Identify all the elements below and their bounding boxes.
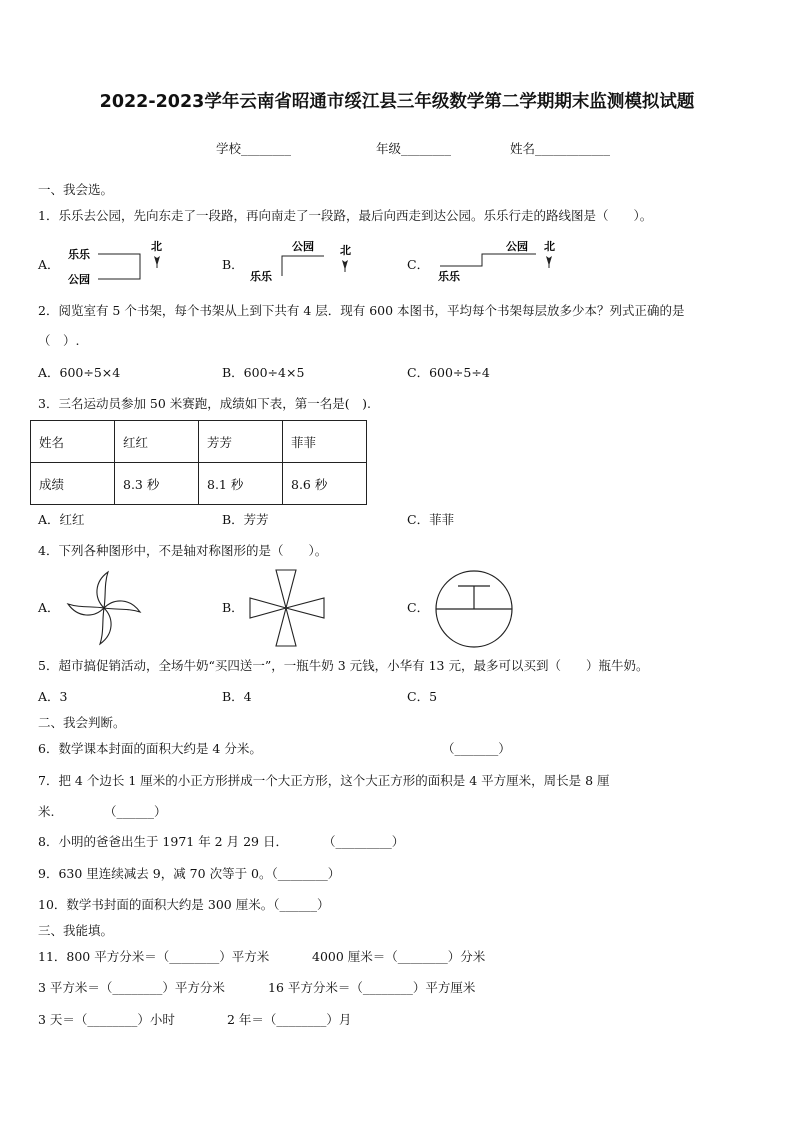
q1c-north-label: 北 [544, 240, 555, 253]
q6-answer-blank[interactable]: （_______） [442, 741, 511, 756]
table-cell: 8.1 秒 [199, 463, 283, 505]
table-cell: 成绩 [31, 463, 115, 505]
q11-item-4[interactable]: 16 平方分米＝（________）平方厘米 [268, 980, 476, 995]
school-field[interactable]: 学校________ [216, 141, 292, 156]
table-cell: 8.3 秒 [115, 463, 199, 505]
q1-option-c-label[interactable]: C． [407, 257, 430, 272]
q11-item-5[interactable]: 3 天＝（________）小时 [38, 1012, 175, 1027]
q1a-lele-label: 乐乐 [68, 248, 90, 261]
q1b-park-label: 公园 [292, 240, 314, 253]
question-4: 4．下列各种图形中，不是轴对称图形的是（ ）。 [38, 543, 328, 558]
grade-field[interactable]: 年级________ [376, 141, 452, 156]
q1-option-a-label[interactable]: A． [38, 257, 60, 272]
q1-route-figure-a [66, 238, 176, 288]
question-7-line-1: 7．把 4 个边长 1 厘米的小正方形拼成一个大正方形，这个大正方形的面积是 4 平方厘米，周长是 8 厘 [38, 773, 610, 788]
q1-route-figure-c [432, 236, 572, 288]
q1-option-b-label[interactable]: B． [222, 257, 244, 272]
q3-option-c[interactable]: C．菲菲 [407, 512, 455, 527]
q1b-lele-label: 乐乐 [250, 270, 272, 283]
q5-option-b[interactable]: B．4 [222, 689, 252, 704]
question-6: 6．数学课本封面的面积大约是 4 分米。 [38, 741, 262, 756]
q2-option-c[interactable]: C．600÷5÷4 [407, 365, 490, 380]
question-1: 1．乐乐去公园，先向东走了一段路，再向南走了一段路，最后向西走到达公园。乐乐行走的路线图是（ ）。 [38, 208, 653, 223]
pinwheel-shape-icon [64, 568, 144, 648]
score-table [30, 420, 367, 505]
q8-answer-blank[interactable]: （_________） [323, 834, 405, 849]
question-9[interactable]: 9．630 里连续减去 9，减 70 次等于 0。（________） [38, 866, 341, 881]
q4-option-c-label[interactable]: C． [407, 600, 430, 615]
question-7-line-2: 米. [38, 804, 55, 819]
q1a-north-label: 北 [151, 240, 162, 253]
cross-triangles-shape-icon [248, 568, 328, 648]
question-8: 8．小明的爸爸出生于 1971 年 2 月 29 日． [38, 834, 288, 849]
section-heading-3: 三、我能填。 [38, 923, 114, 938]
q1b-north-label: 北 [340, 244, 351, 257]
name-field[interactable]: 姓名____________ [510, 141, 611, 156]
question-3: 3．三名运动员参加 50 米赛跑，成绩如下表，第一名是( ). [38, 396, 372, 411]
q11-item-6[interactable]: 2 年＝（________）月 [227, 1012, 352, 1027]
page-title: 2022-2023学年云南省昭通市绥江县三年级数学第二学期期末监测模拟试题 [99, 92, 695, 112]
question-2-line-2: （ ）. [38, 333, 80, 348]
table-cell: 8.6 秒 [283, 463, 367, 505]
table-row [31, 421, 367, 463]
q4-option-a-label[interactable]: A． [38, 600, 60, 615]
circle-t-shape-icon [432, 568, 516, 652]
q5-option-c[interactable]: C．5 [407, 689, 438, 704]
question-2-line-1: 2．阅览室有 5 个书架，每个书架从上到下共有 4 层．现有 600 本图书，平均每个书架每层放多少本？列式正确的是 [38, 303, 685, 318]
q5-option-a[interactable]: A．3 [38, 689, 68, 704]
q3-option-a[interactable]: A．红红 [38, 512, 85, 527]
table-cell: 菲菲 [283, 421, 367, 463]
q1c-park-label: 公园 [506, 240, 528, 253]
section-heading-2: 二、我会判断。 [38, 715, 126, 730]
q1a-park-label: 公园 [68, 273, 90, 286]
table-cell: 姓名 [31, 421, 115, 463]
table-row [31, 463, 367, 505]
q1c-lele-label: 乐乐 [438, 270, 460, 283]
question-10[interactable]: 10．数学书封面的面积大约是 300 厘米。（______） [38, 897, 330, 912]
q3-option-b[interactable]: B．芳芳 [222, 512, 269, 527]
q7-answer-blank[interactable]: （______） [104, 804, 167, 819]
section-heading-1: 一、我会选。 [38, 182, 114, 197]
question-5: 5．超市搞促销活动，全场牛奶“买四送一”，一瓶牛奶 3 元钱，小华有 13 元，最多可以买到（ ）瓶牛奶。 [38, 658, 649, 673]
q4-option-b-label[interactable]: B． [222, 600, 244, 615]
q11-item-3[interactable]: 3 平方米＝（________）平方分米 [38, 980, 225, 995]
q1-route-figure-b [248, 238, 358, 288]
q11-item-1[interactable]: 11．800 平方分米＝（________）平方米 [38, 949, 270, 964]
q2-option-a[interactable]: A．600÷5×4 [38, 365, 121, 380]
table-cell: 芳芳 [199, 421, 283, 463]
q2-option-b[interactable]: B．600÷4×5 [222, 365, 305, 380]
table-cell: 红红 [115, 421, 199, 463]
q11-item-2[interactable]: 4000 厘米＝（________）分米 [312, 949, 486, 964]
